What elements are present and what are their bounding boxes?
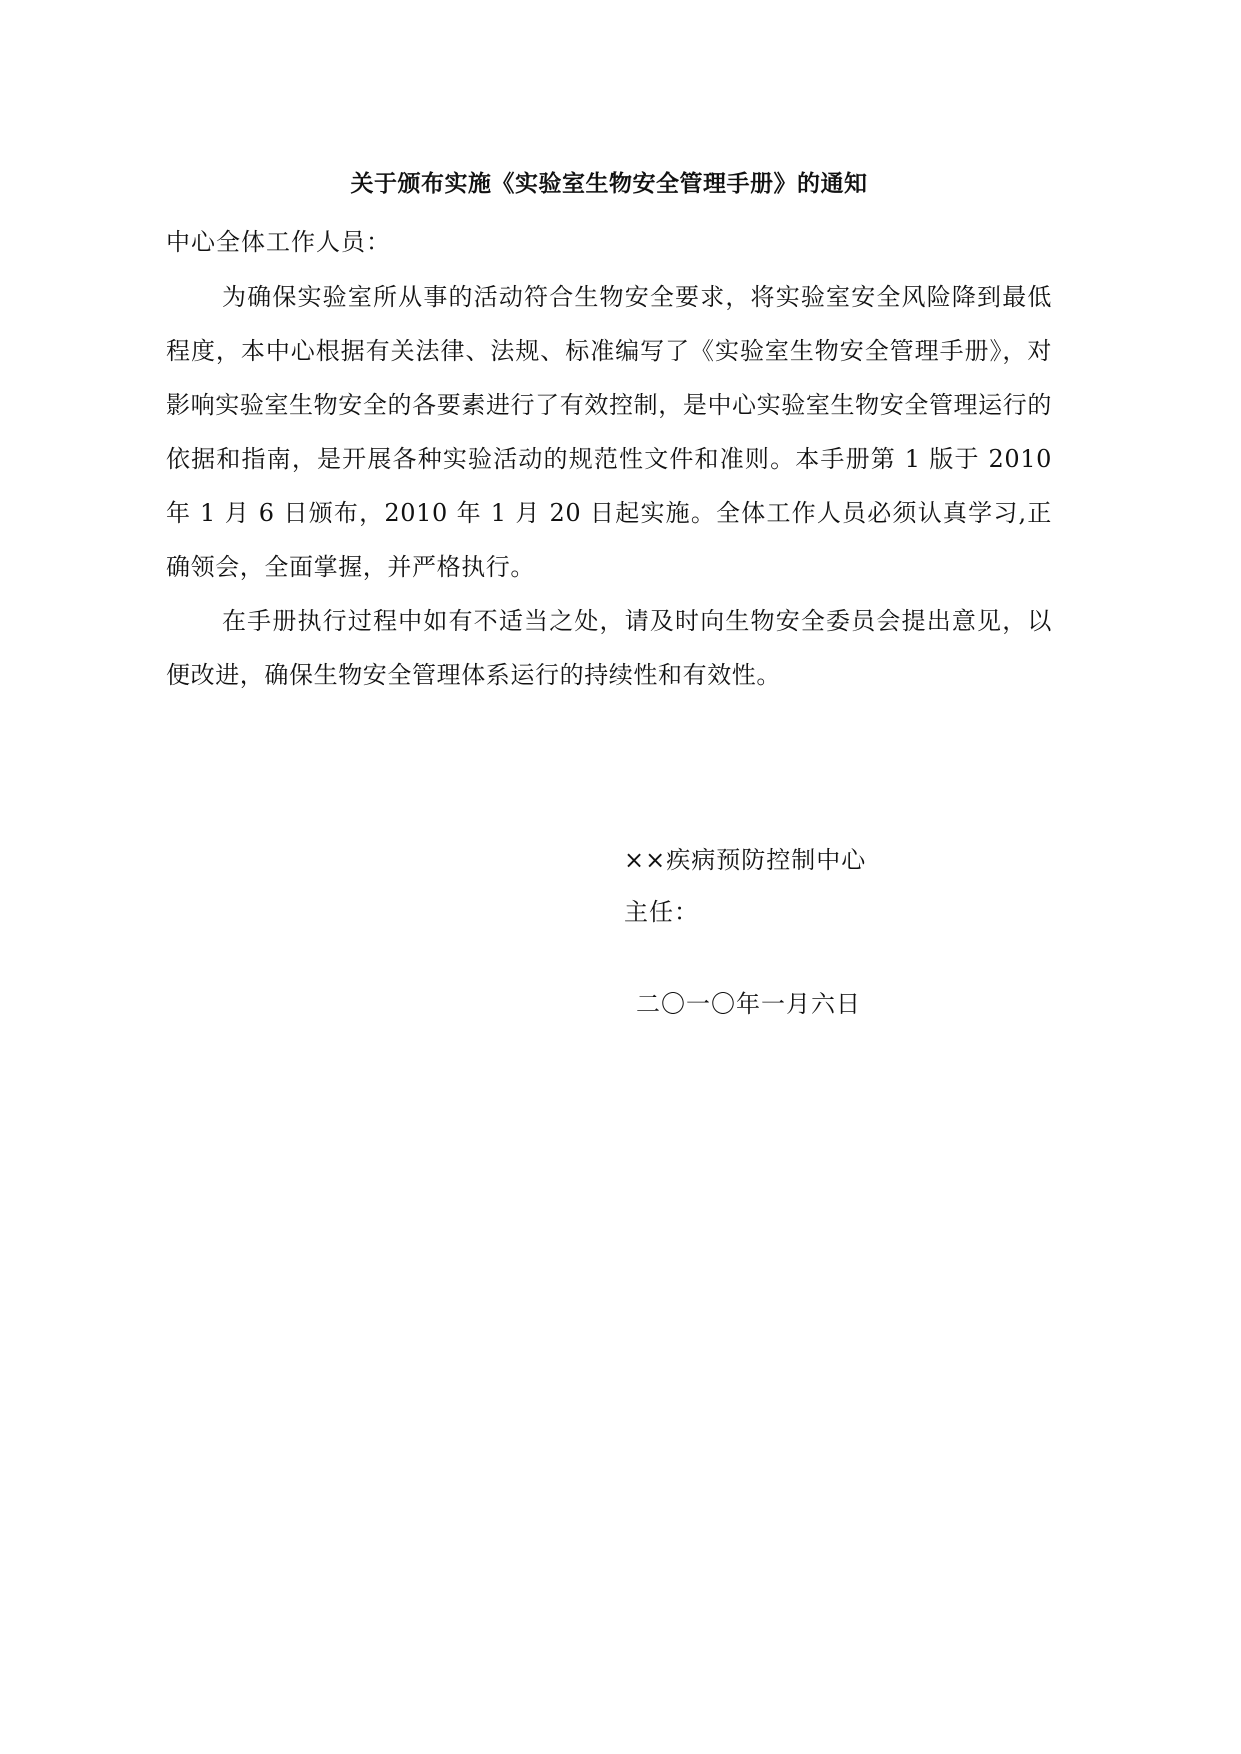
- body-paragraph-1: 为确保实验室所从事的活动符合生物安全要求，将实验室安全风险降到最低程度，本中心根据有关法律、法规、标准编写了《实验室生物安全管理手册》，对影响实验室生物安全的各要素进行了有效控制，是中心实验室生物安全管理运行的依据和指南，是开展各种实验活动的规范性文件和准则。本手册第 1 版于 2010 年 1 月 6 日颁布，2010 年 1 月 20 日起实施。全体工作人员必须认真学习,正确领会，全面掌握，并严格执行。: [166, 283, 1052, 581]
- signature-director: 主任：: [624, 898, 699, 926]
- salutation: 中心全体工作人员：: [166, 228, 391, 256]
- signature-organization: ××疾病预防控制中心: [624, 846, 867, 874]
- document-title: 关于颁布实施《实验室生物安全管理手册》的通知: [350, 171, 868, 197]
- signature-date: 二〇一〇年一月六日: [636, 990, 861, 1018]
- body-paragraph-2: 在手册执行过程中如有不适当之处，请及时向生物安全委员会提出意见，以便改进，确保生物安全管理体系运行的持续性和有效性。: [166, 607, 1052, 689]
